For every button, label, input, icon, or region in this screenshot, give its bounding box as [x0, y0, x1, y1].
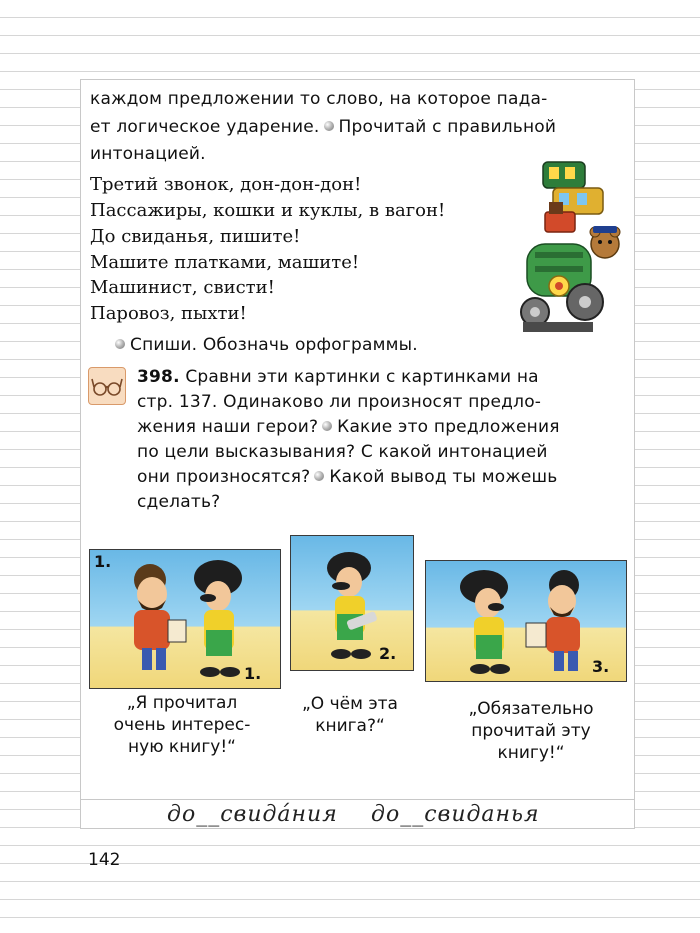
- poem-line: До свиданья, пишите!: [90, 226, 301, 247]
- bullet-dot-icon: [322, 421, 332, 431]
- intro-line-3: интонацией.: [90, 144, 206, 164]
- comic-panel-2: [290, 535, 414, 671]
- copy-task-line: [111, 335, 418, 355]
- intro-line-2: [90, 117, 556, 137]
- exercise-number: 398.: [137, 367, 180, 387]
- exercise-line-3-text: жения наши герои?: [137, 417, 319, 437]
- speech-line: ную книгу!“: [128, 737, 236, 757]
- poem-line: Третий звонок, дон-дон-дон!: [90, 174, 362, 195]
- comic-tag-bottom: 2.: [379, 644, 397, 663]
- exercise-line-1-text: Сравни эти картинки с картинками на: [185, 367, 539, 387]
- poem-line: Машите платками, машите!: [90, 252, 360, 273]
- poem-line: Паровоз, пыхти!: [90, 303, 247, 324]
- intro-line-2-after: Прочитай с правильной: [338, 117, 557, 137]
- speech-line: „Обязательно: [468, 699, 594, 719]
- bullet-dot-icon: [324, 121, 334, 131]
- handwriting-right: до__свиданья: [371, 802, 540, 827]
- comic-panel-3: [425, 560, 627, 682]
- speech-line: „О чём эта: [302, 694, 398, 714]
- speech-caption-3: [451, 698, 611, 764]
- panel-divider: [81, 799, 634, 800]
- speech-caption-1: [87, 692, 277, 758]
- exercise-line-6: сделать?: [137, 492, 221, 512]
- intro-line-2-text: ет логическое ударение.: [90, 117, 320, 137]
- comic-panel-1: [89, 549, 281, 689]
- poem-line: Машинист, свисти!: [90, 277, 275, 298]
- bullet-dot-icon: [314, 471, 324, 481]
- comic-tag-top: 1.: [94, 552, 112, 571]
- exercise-line-3: [137, 417, 560, 437]
- speech-line: книга?“: [315, 716, 385, 736]
- train-illustration: [519, 152, 631, 340]
- exercise-line-4: по цели высказывания? С какой интонацией: [137, 442, 548, 462]
- exercise-line-5-after: Какой вывод ты можешь: [329, 467, 558, 487]
- page-number: 142: [88, 850, 121, 870]
- intro-line-1: каждом предложении то слово, на которое пада-: [90, 89, 548, 109]
- speech-line: очень интерес-: [113, 715, 251, 735]
- speech-line: „Я прочитал: [126, 693, 238, 713]
- speech-line: прочитай эту: [471, 721, 591, 741]
- exercise-line-3-after: Какие это предложения: [337, 417, 560, 437]
- copy-task-text: Спиши. Обозначь орфограммы.: [130, 335, 418, 355]
- exercise-line-2: стр. 137. Одинаково ли произносят предло-: [137, 392, 542, 412]
- exercise-line-1: [137, 367, 539, 387]
- poem-line: Пассажиры, кошки и куклы, в вагон!: [90, 200, 446, 221]
- speech-line: книгу!“: [497, 743, 565, 763]
- exercise-line-5: [137, 467, 558, 487]
- textbook-panel: [80, 79, 635, 829]
- exercise-line-5-text: они произносятся?: [137, 467, 311, 487]
- speech-caption-2: [285, 693, 415, 737]
- bullet-dot-icon: [115, 339, 125, 349]
- glasses-icon: [88, 367, 126, 405]
- comic-tag-bottom: 3.: [592, 657, 610, 676]
- comic-tag-bottom: 1.: [244, 664, 262, 683]
- handwriting-left: до__свида́ния: [167, 802, 338, 827]
